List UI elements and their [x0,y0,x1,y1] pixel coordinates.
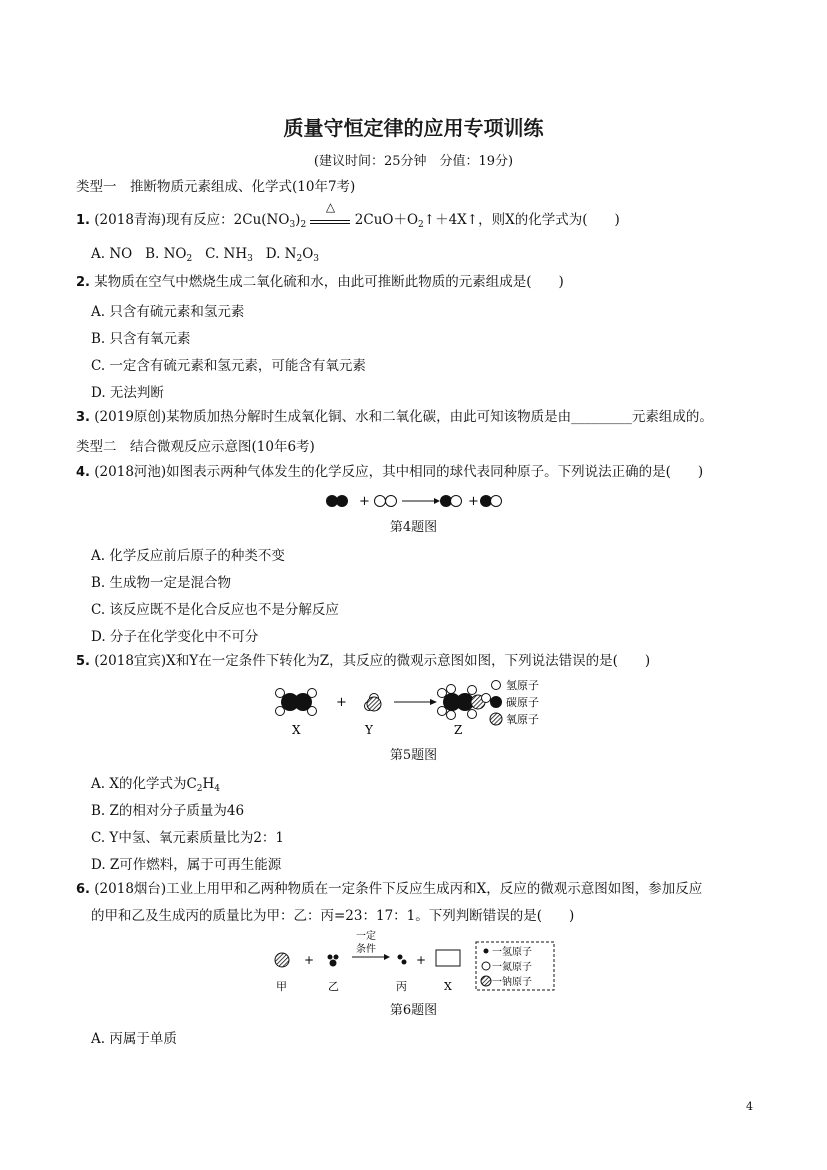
question-number: 2. [76,275,90,290]
q4-molecule-black-pair [326,495,348,507]
question-text: 某物质在空气中燃烧生成二氧化硫和水，由此可推断此物质的元素组成是( ) [94,274,564,290]
question-6-line1 [76,880,702,899]
q4-product-2 [480,495,502,507]
label-yi: 乙 [328,980,339,993]
q2-option-c: C. 一定含有硫元素和氢元素，可能含有氧元素 [91,358,366,374]
q5-option-b: B. Z的相对分子质量为46 [91,803,245,819]
q5-molecule-y [365,694,382,712]
question-text: (2018烟台)工业上用甲和乙两种物质在一定条件下反应生成丙和X，反应的微观示意图如图，参加反应 [94,881,703,897]
plus-sign: + [468,494,479,509]
q2-option-b: B. 只含有氧元素 [91,331,191,347]
question-6-line2: 的甲和乙及生成丙的质量比为甲：乙：丙=23：17：1。下列判断错误的是( ) [91,908,575,924]
q5-option-c: C. Y中氢、氧元素质量比为2：1 [91,830,285,846]
question-text: (2018河池)如图表示两种气体发生的化学反应，其中相同的球代表同种原子。下列说法正确的是( ) [94,464,704,480]
plus-sign: + [416,953,427,967]
reaction-condition: △ [310,212,350,224]
label-bing: 丙 [396,980,407,993]
q4-molecule-white-pair [375,496,397,507]
option-b: B. $NO_2$ [145,246,193,264]
question-number: 4. [76,465,90,480]
q4-reaction-diagram [320,489,510,513]
label-x: X [444,980,452,993]
plus-sign: + [304,953,315,967]
q5-option-d: D. Z可作燃料，属于可再生能源 [91,857,282,873]
section-title-1: 类型一 推断物质元素组成、化学式(10年7考) [76,179,356,195]
q5-molecule-z [438,685,491,720]
q2-option-a: A. 只含有硫元素和氢元素 [91,304,245,320]
section-title-2: 类型二 结合微观反应示意图(10年6考) [76,439,315,455]
reaction-arrow [402,498,440,504]
plus-sign: + [336,695,347,710]
question-number: 1. [76,213,90,228]
q6-reactant-yi [328,955,339,967]
q4-product-1 [440,495,462,507]
q5-molecule-x [276,689,317,716]
q6-option-a: A. 丙属于单质 [91,1031,177,1047]
equation-products: $2CuO+O_2↑+4X↑$，则X的化学式为( ) [354,212,620,230]
plus-sign: + [359,494,370,509]
question-2 [76,273,564,292]
question-number: 3. [76,410,90,425]
label-z: Z [454,723,463,737]
question-text: (2019原创)某物质加热分解时生成氧化铜、水和二氧化碳，由此可知该物质是由_________元素组成的。 [94,409,713,425]
q4-option-c: C. 该反应既不是化合反应也不是分解反应 [91,602,339,618]
q4-option-b: B. 生成物一定是混合物 [91,575,232,591]
svg-text:一氮原子: 一氮原子 [492,962,532,973]
q5-option-a: A. X的化学式为$C_2H_4$ [91,776,221,794]
reaction-arrow-with-condition [352,930,390,960]
reaction-arrow [394,699,437,705]
q6-reactant-jia [275,953,289,967]
figure-caption-5: 第5题图 [389,748,438,763]
q1-options [91,246,319,264]
label-x: X [292,723,301,737]
label-jia: 甲 [276,980,287,993]
q5-reaction-diagram [262,676,562,742]
svg-text:氢原子: 氢原子 [506,679,539,692]
question-text: (2018宜宾)X和Y在一定条件下转化为Z，其反应的微观示意图如图，下列说法错误的是( ) [94,653,651,669]
question-source: (2018青海) [94,212,167,228]
q2-option-d: D. 无法判断 [91,385,164,401]
option-a: A. NO [91,246,133,262]
page-number: 4 [746,1100,753,1113]
figure-caption-4: 第4题图 [389,520,438,535]
figure-caption-6: 第6题图 [389,1003,438,1018]
svg-text:碳原子: 碳原子 [506,696,539,709]
label-y: Y [365,723,373,737]
option-c: C. $NH_3$ [205,246,253,264]
page-subtitle: (建议时间：25分钟 分值：19分) [313,154,514,169]
option-d: D. $N_2O_3$ [265,246,320,264]
question-number: 6. [76,882,90,897]
equation-reactant: $2Cu(NO_3)_2$ [233,212,307,230]
q6-product-bing [398,955,407,965]
svg-text:一定: 一定 [356,931,376,942]
q5-legend [490,678,539,726]
page-title: 质量守恒定律的应用专项训练 [283,116,544,140]
svg-text:一氢原子: 一氢原子 [492,947,532,958]
question-4 [76,463,703,482]
svg-text:条件: 条件 [356,944,376,955]
q4-option-d: D. 分子在化学变化中不可分 [91,629,259,645]
question-1 [76,200,620,234]
svg-text:氧原子: 氧原子 [506,713,539,726]
q6-reaction-diagram [268,930,558,996]
question-3 [76,408,713,427]
q4-option-a: A. 化学反应前后原子的种类不变 [91,548,285,564]
svg-text:一钠原子: 一钠原子 [492,977,532,988]
question-5 [76,652,650,671]
question-number: 5. [76,654,90,669]
question-lead: 现有反应： [166,212,234,228]
q6-product-x-box [436,950,460,966]
q6-legend [476,942,554,990]
